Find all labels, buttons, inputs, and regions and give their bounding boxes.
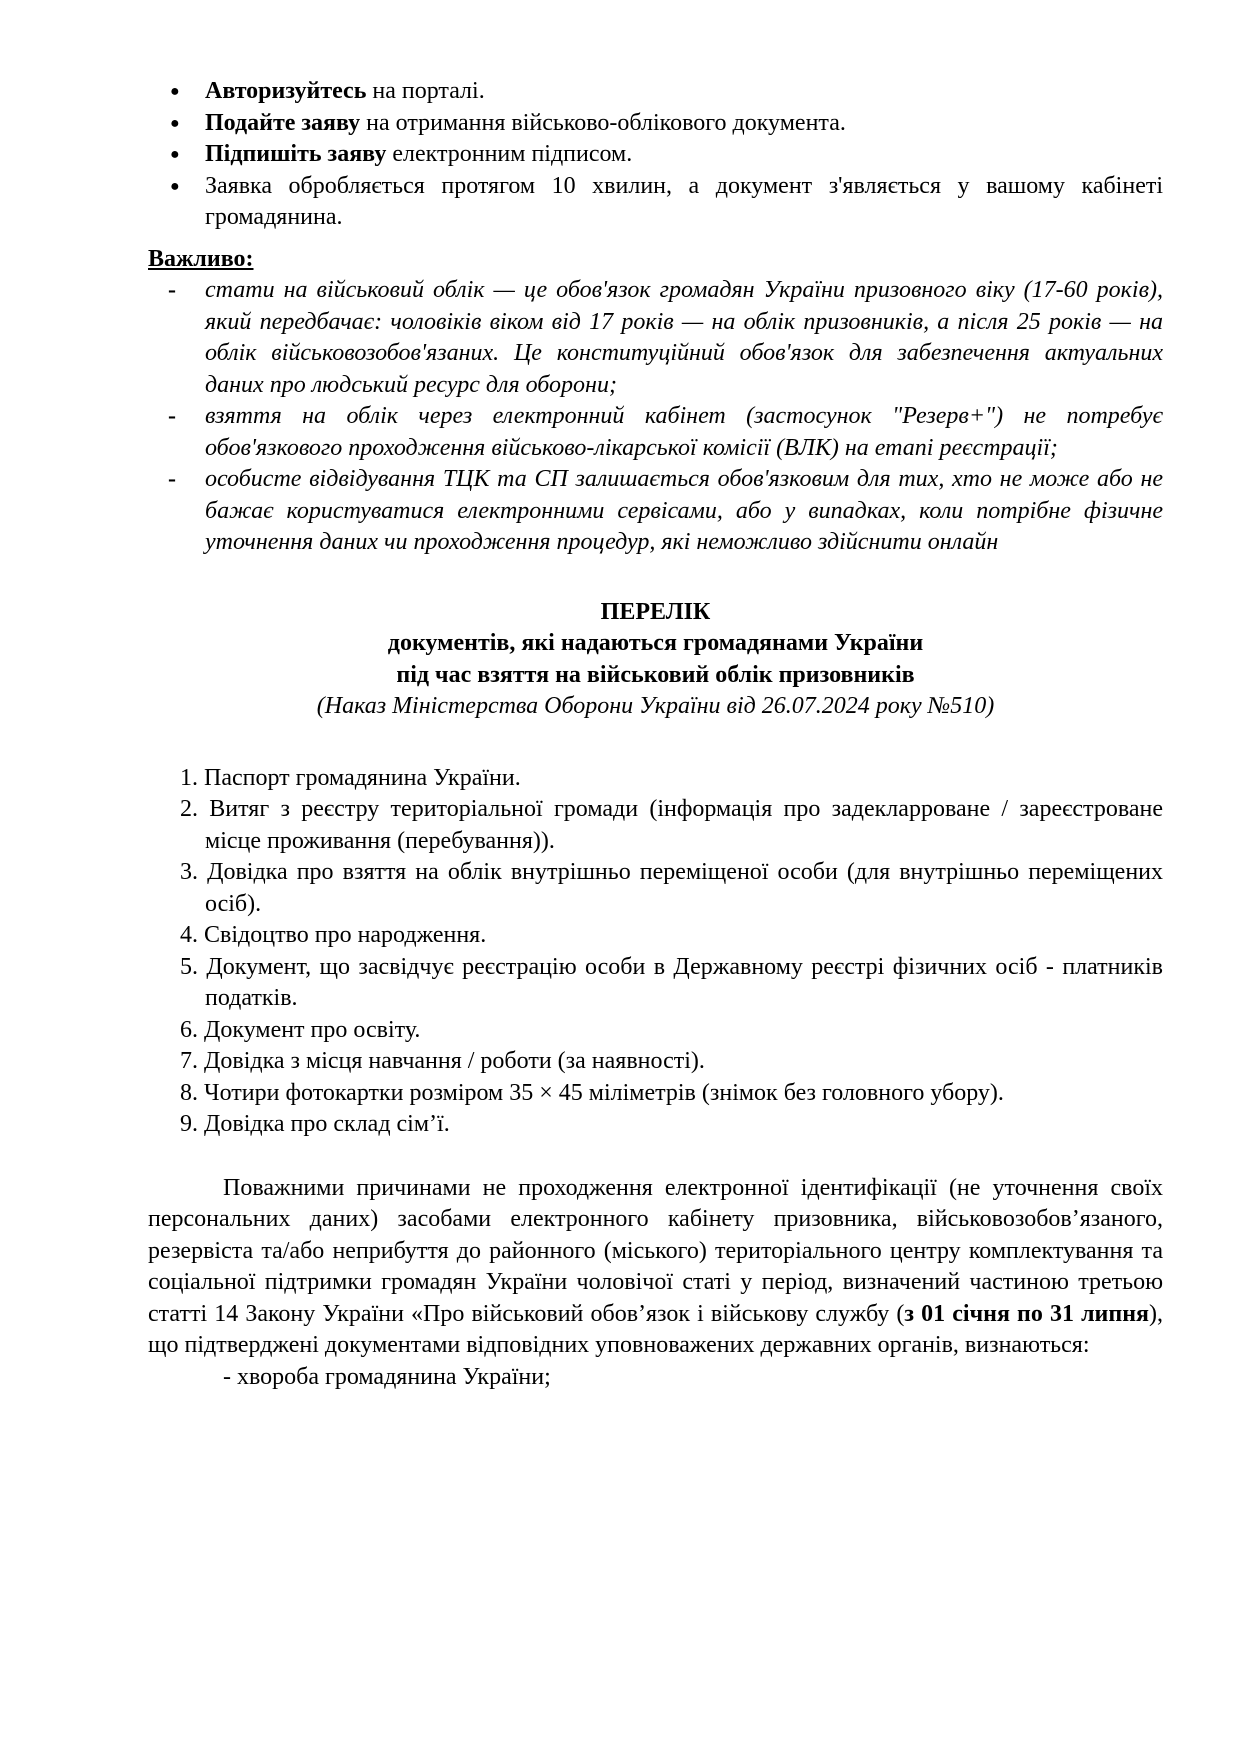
important-list bbox=[148, 275, 1163, 559]
paragraph-text: Поважними причинами не проходження електронної ідентифікації (не уточнення своїх персональних даних) засобами електронного кабінету призовника, військовозобов’язаного, резервіста та/або неприбуття до районного (міського) територіального центру комплектування та соціальної підтримки громадян України чоловічої статі у період, визначений частиною третьою статті 14 Закону України «Про військовий обов’язок і військову службу ( bbox=[148, 1174, 1163, 1327]
item-number: 6. bbox=[180, 1016, 198, 1043]
valid-reasons-paragraph bbox=[148, 1173, 1163, 1362]
item-text: Документ, що засвідчує реєстрацію особи в Державному реєстрі фізичних осіб - платників податків. bbox=[205, 953, 1164, 1011]
item-number: 4. bbox=[180, 922, 198, 948]
bullet-icon: ● bbox=[170, 83, 180, 100]
important-item-text: взяття на облік через електронний кабінет (застосунок "Резерв+") не потребує обов'язкового проходження військово-лікарської комісії (ВЛК) на етапі реєстрації; bbox=[205, 403, 1163, 461]
paragraph-text: ), що підтверджені документами відповідних уповноважених державних органів, визнаються: bbox=[148, 1300, 1164, 1358]
document-item bbox=[148, 794, 1163, 857]
step-text: на отримання військово-облікового документа. bbox=[360, 109, 846, 136]
document-item bbox=[148, 1015, 1163, 1047]
item-number: 7. bbox=[180, 1048, 198, 1074]
documents-list bbox=[148, 763, 1163, 1141]
step-text: електронним підписом. bbox=[386, 141, 633, 167]
important-item bbox=[148, 464, 1163, 559]
item-number: 8. bbox=[180, 1079, 198, 1106]
document-item bbox=[148, 1046, 1163, 1078]
step-item bbox=[148, 76, 1163, 108]
bullet-icon: ● bbox=[170, 146, 180, 163]
document-page bbox=[148, 76, 1163, 1393]
bullet-icon: ● bbox=[170, 177, 180, 195]
item-number: 5. bbox=[180, 953, 198, 980]
document-item bbox=[148, 1109, 1163, 1141]
dash-icon: - bbox=[168, 403, 176, 429]
step-text: Заявка обробляється протягом 10 хвилин, а документ з'являється у вашому кабінеті громадянина. bbox=[205, 172, 1163, 230]
important-item bbox=[148, 401, 1163, 464]
step-bold: Підпишіть заяву bbox=[205, 141, 387, 167]
item-text: Свідоцтво про народження. bbox=[204, 922, 487, 948]
item-text: Витяг з реєстру територіальної громади (інформація про задекларроване / зареєстроване місце проживання (перебування)). bbox=[205, 796, 1163, 854]
item-number: 1. bbox=[180, 764, 198, 791]
important-item-text: стати на військовий облік — це обов'язок громадян України призовного віку (17-60 років), який передбачає: чоловіків віком від 17 років — на облік призовників, а після 25 років — на облік військовозобов'язаних. Це конституційний обов'язок для забезпечення актуальних даних про людський ресурс для оборони; bbox=[205, 277, 1163, 398]
title-line-3: під час взяття на військовий облік призовників bbox=[396, 661, 915, 688]
paragraph-date-range: з 01 січня по 31 липня bbox=[904, 1300, 1150, 1327]
document-item bbox=[148, 763, 1163, 795]
important-heading: Важливо: bbox=[148, 245, 254, 272]
document-item bbox=[148, 952, 1163, 1015]
item-text: Чотири фотокартки розміром 35 × 45 міліметрів (знімок без головного убору). bbox=[204, 1079, 1004, 1106]
dash-icon: - bbox=[168, 466, 176, 492]
item-number: 2. bbox=[180, 796, 198, 822]
item-text: Документ про освіту. bbox=[204, 1016, 421, 1043]
document-item bbox=[148, 920, 1163, 952]
list-title bbox=[148, 597, 1163, 723]
step-item bbox=[148, 139, 1163, 171]
steps-list bbox=[148, 76, 1163, 234]
important-item-text: особисте відвідування ТЦК та СП залишається обов'язковим для тих, хто не може або не бажає користуватися електронними сервісами, або у випадках, коли потрібне фізичне уточнення даних чи проходження процедур, які неможливо здійснити онлайн bbox=[205, 466, 1163, 555]
title-line-2: документів, які надаються громадянами України bbox=[387, 630, 924, 656]
document-item bbox=[148, 1078, 1163, 1110]
step-item bbox=[148, 171, 1163, 234]
reason-item: - хвороба громадянина України; bbox=[223, 1363, 551, 1390]
item-text: Довідка про взяття на облік внутрішньо переміщеної особи (для внутрішньо переміщених осіб). bbox=[205, 859, 1164, 917]
title-line-1: ПЕРЕЛІК bbox=[600, 598, 711, 625]
bullet-icon: ● bbox=[170, 114, 180, 132]
step-text: на порталі. bbox=[366, 78, 485, 104]
item-text: Довідка з місця навчання / роботи (за наявності). bbox=[204, 1048, 705, 1074]
step-item bbox=[148, 108, 1163, 140]
step-bold: Авторизуйтесь bbox=[205, 78, 367, 104]
dash-icon: - bbox=[168, 277, 176, 303]
item-text: Довідка про склад сім’ї. bbox=[204, 1111, 450, 1137]
item-number: 9. bbox=[180, 1111, 198, 1137]
step-bold: Подайте заяву bbox=[205, 109, 361, 136]
title-order-reference: (Наказ Міністерства Оборони України від 26.07.2024 року №510) bbox=[316, 693, 995, 719]
document-item bbox=[148, 857, 1163, 920]
item-number: 3. bbox=[180, 859, 198, 885]
item-text: Паспорт громадянина України. bbox=[204, 764, 521, 791]
important-item bbox=[148, 275, 1163, 401]
